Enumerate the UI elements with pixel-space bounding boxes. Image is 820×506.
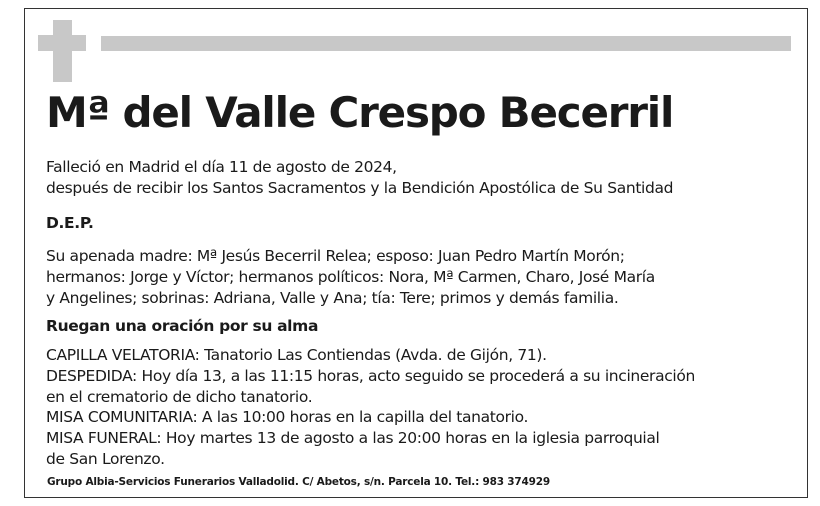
cross-icon-horizontal	[38, 35, 86, 51]
capilla-velatoria: CAPILLA VELATORIA: Tanatorio Las Contiendas (Avda. de Gijón, 71).	[46, 346, 547, 364]
despedida-line-2: en el crematorio de dicho tanatorio.	[46, 388, 313, 406]
dep-label: D.E.P.	[46, 214, 94, 232]
header-rule	[101, 36, 791, 51]
family-line-3: y Angelines; sobrinas: Adriana, Valle y Ana; tía: Tere; primos y demás familia.	[46, 289, 619, 307]
misa-funeral-line-1: MISA FUNERAL: Hoy martes 13 de agosto a las 20:00 horas en la iglesia parroquial	[46, 429, 660, 447]
cross-icon-vertical	[53, 20, 72, 82]
family-line-1: Su apenada madre: Mª Jesús Becerril Relea; esposo: Juan Pedro Martín Morón;	[46, 247, 625, 265]
death-line-1: Falleció en Madrid el día 11 de agosto de 2024,	[46, 158, 397, 176]
family-line-2: hermanos: Jorge y Víctor; hermanos políticos: Nora, Mª Carmen, Charo, José María	[46, 268, 655, 286]
despedida-line-1: DESPEDIDA: Hoy día 13, a las 11:15 horas, acto seguido se procederá a su incineración	[46, 367, 695, 385]
prayer-request: Ruegan una oración por su alma	[46, 317, 319, 335]
funeral-home-footer: Grupo Albia-Servicios Funerarios Valladolid. C/ Abetos, s/n. Parcela 10. Tel.: 983 374929	[47, 476, 550, 488]
misa-comunitaria: MISA COMUNITARIA: A las 10:00 horas en la capilla del tanatorio.	[46, 408, 529, 426]
deceased-name: Mª del Valle Crespo Becerril	[46, 88, 674, 137]
death-line-2: después de recibir los Santos Sacramentos y la Bendición Apostólica de Su Santidad	[46, 179, 674, 197]
misa-funeral-line-2: de San Lorenzo.	[46, 450, 165, 468]
